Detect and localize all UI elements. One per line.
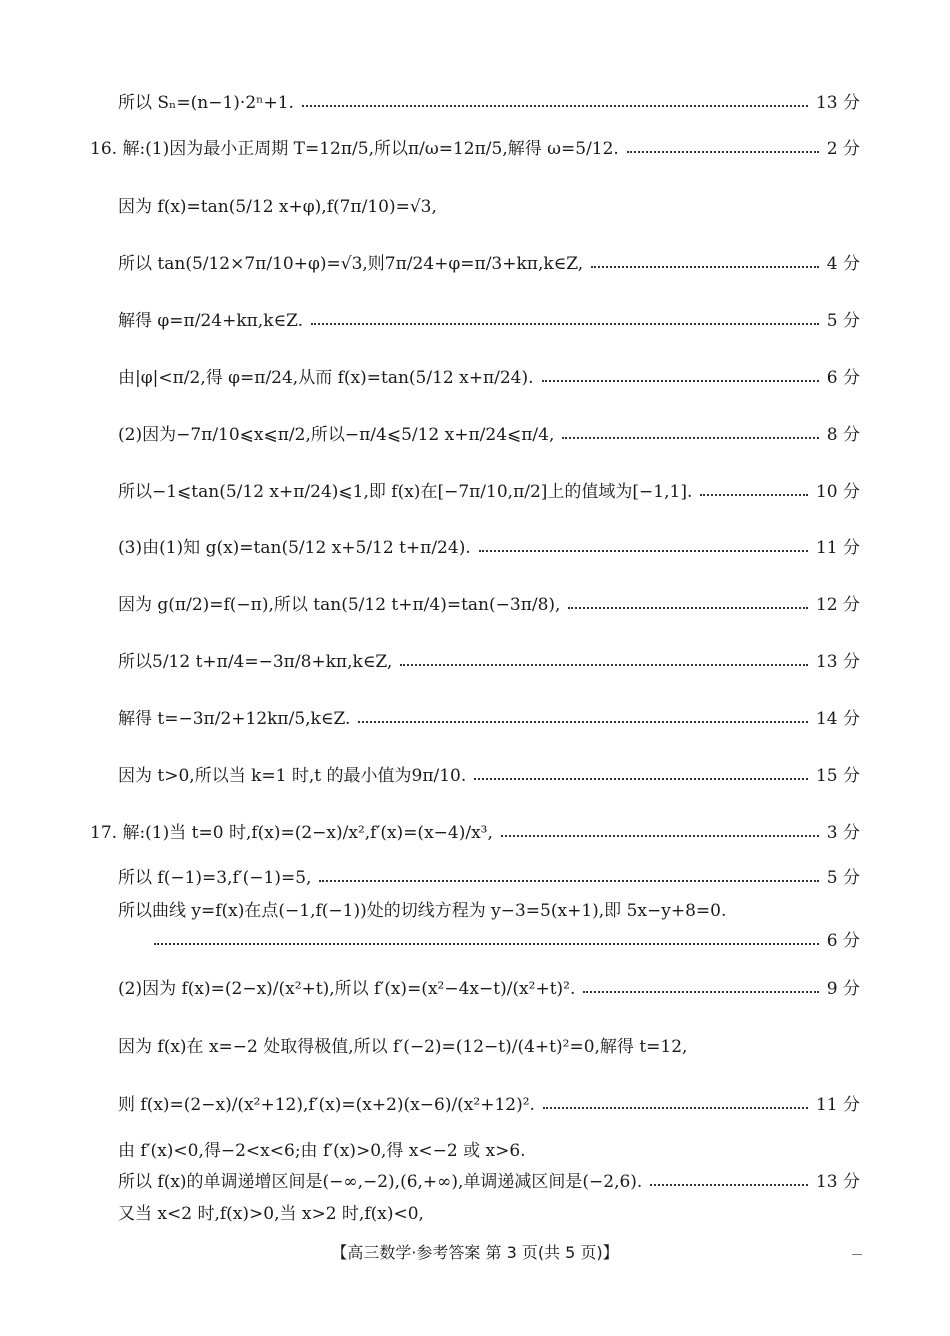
- answer-line: [118, 253, 860, 275]
- line-text: 又当 x<2 时,f(x)>0,当 x>2 时,f(x)<0,: [118, 1204, 424, 1224]
- line-text: 所以−1⩽tan(5/12 x+π/24)⩽1,即 f(x)在[−7π/10,π/2]上的值域为[−1,1].: [118, 482, 693, 502]
- dot-leader: [400, 664, 808, 666]
- score-label: 2 分: [826, 139, 860, 159]
- line-text: 由|φ|<π/2,得 φ=π/24,从而 f(x)=tan(5/12 x+π/24).: [118, 368, 534, 388]
- answer-line: [118, 900, 860, 922]
- score-label: 6 分: [826, 368, 860, 388]
- score-label: 13 分: [815, 652, 860, 672]
- line-text: 16. 解:(1)因为最小正周期 T=12π/5,所以π/ω=12π/5,解得 ω=5/12.: [90, 139, 619, 159]
- score-label: 9 分: [826, 979, 860, 999]
- answer-line: [118, 537, 860, 559]
- score-label: 15 分: [815, 766, 860, 786]
- dot-leader: [474, 778, 808, 780]
- page-footer: 【高三数学·参考答案 第 3 页(共 5 页)】: [331, 1243, 619, 1262]
- line-text: 解得 φ=π/24+kπ,k∈Z.: [118, 311, 304, 331]
- line-text: 所以曲线 y=f(x)在点(−1,f(−1))处的切线方程为 y−3=5(x+1),即 5x−y+8=0.: [118, 901, 727, 921]
- answer-line: [118, 978, 860, 1000]
- answer-line: [118, 594, 860, 616]
- score-label: 12 分: [815, 595, 860, 615]
- dot-leader: [358, 721, 808, 723]
- score-label: 13 分: [815, 1172, 860, 1192]
- score-label: 10 分: [815, 482, 860, 502]
- score-label: 4 分: [826, 254, 860, 274]
- answer-line: [118, 1140, 860, 1162]
- line-text: 所以 f(−1)=3,f′(−1)=5,: [118, 868, 312, 888]
- score-label: 11 分: [815, 538, 860, 558]
- line-text: 因为 g(π/2)=f(−π),所以 tan(5/12 t+π/4)=tan(−3π/8),: [118, 595, 561, 615]
- dot-leader: [154, 943, 819, 945]
- question-17-line: [90, 822, 860, 844]
- score-label: 5 分: [826, 311, 860, 331]
- score-label: 5 分: [826, 868, 860, 888]
- answer-line: [118, 1203, 860, 1225]
- line-text: 解得 t=−3π/2+12kπ/5,k∈Z.: [118, 709, 351, 729]
- line-text: 由 f′(x)<0,得−2<x<6;由 f′(x)>0,得 x<−2 或 x>6.: [118, 1141, 526, 1161]
- score-label: 3 分: [826, 823, 860, 843]
- line-text: (3)由(1)知 g(x)=tan(5/12 x+5/12 t+π/24).: [118, 538, 471, 558]
- score-label: 13 分: [815, 93, 860, 113]
- line-text: 所以 Sₙ=(n−1)·2ⁿ+1.: [118, 93, 294, 113]
- dot-leader: [302, 105, 808, 107]
- line-text: 因为 f(x)在 x=−2 处取得极值,所以 f′(−2)=(12−t)/(4+t)²=0,解得 t=12,: [118, 1037, 688, 1057]
- score-label: 14 分: [815, 709, 860, 729]
- score-label: 6 分: [826, 931, 860, 951]
- dot-leader: [700, 494, 808, 496]
- dot-leader: [543, 1107, 808, 1109]
- answer-line: [118, 1036, 860, 1058]
- question-16-line: [90, 138, 860, 160]
- dot-leader: [568, 607, 808, 609]
- answer-line: [118, 765, 860, 787]
- dot-leader: [501, 835, 819, 837]
- answer-line-continuation: [118, 930, 860, 952]
- line-text: 所以 f(x)的单调递增区间是(−∞,−2),(6,+∞),单调递减区间是(−2,6).: [118, 1172, 643, 1192]
- dot-leader: [591, 266, 819, 268]
- line-text: 因为 t>0,所以当 k=1 时,t 的最小值为9π/10.: [118, 766, 467, 786]
- dot-leader: [479, 550, 808, 552]
- line-text: 17. 解:(1)当 t=0 时,f(x)=(2−x)/x²,f′(x)=(x−4)/x³,: [90, 823, 493, 843]
- line-text: (2)因为−7π/10⩽x⩽π/2,所以−π/4⩽5/12 x+π/24⩽π/4,: [118, 425, 555, 445]
- answer-line: [118, 867, 860, 889]
- page-mark: [852, 1254, 862, 1255]
- line-text: 所以5/12 t+π/4=−3π/8+kπ,k∈Z,: [118, 652, 393, 672]
- line-text: 所以 tan(5/12×7π/10+φ)=√3,则7π/24+φ=π/3+kπ,k∈Z,: [118, 254, 584, 274]
- score-label: 11 分: [815, 1095, 860, 1115]
- line-text: 则 f(x)=(2−x)/(x²+12),f′(x)=(x+2)(x−6)/(x²+12)².: [118, 1095, 535, 1115]
- answer-line: [118, 92, 860, 114]
- line-text: 因为 f(x)=tan(5/12 x+φ),f(7π/10)=√3,: [118, 197, 437, 217]
- dot-leader: [627, 151, 819, 153]
- answer-line: [118, 367, 860, 389]
- score-label: 8 分: [826, 425, 860, 445]
- answer-line: [118, 196, 860, 218]
- answer-line: [118, 1171, 860, 1193]
- dot-leader: [542, 380, 819, 382]
- dot-leader: [583, 991, 818, 993]
- line-text: (2)因为 f(x)=(2−x)/(x²+t),所以 f′(x)=(x²−4x−t)/(x²+t)².: [118, 979, 576, 999]
- answer-line: [118, 651, 860, 673]
- dot-leader: [562, 437, 818, 439]
- dot-leader: [650, 1184, 808, 1186]
- answer-line: [118, 1094, 860, 1116]
- answer-line: [118, 424, 860, 446]
- answer-line: [118, 481, 860, 503]
- answer-line: [118, 310, 860, 332]
- dot-leader: [319, 880, 818, 882]
- dot-leader: [311, 323, 819, 325]
- answer-line: [118, 708, 860, 730]
